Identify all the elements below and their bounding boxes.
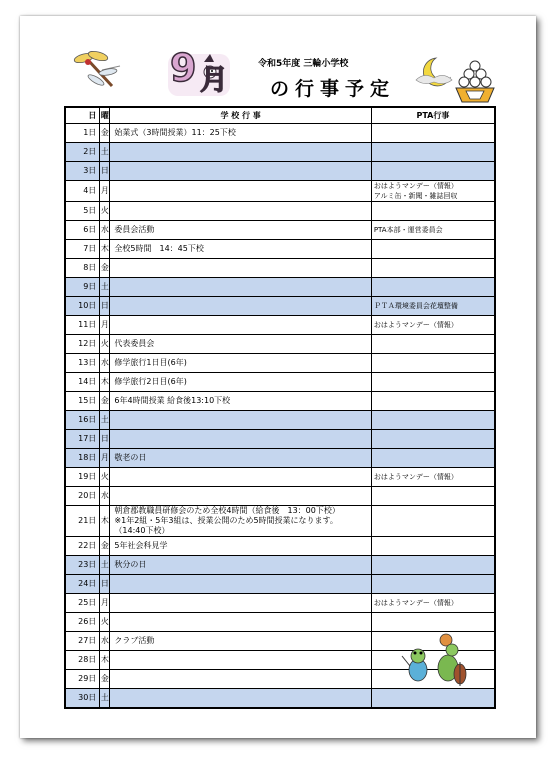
row-school-event: [110, 594, 371, 613]
row-pta-event: [371, 449, 495, 468]
row-dow: 月: [100, 181, 110, 202]
row-pta-event: ＰＴＡ環境委員会花壇整備: [371, 297, 495, 316]
page-title: の行事予定: [270, 78, 396, 100]
row-school-event: [110, 202, 371, 221]
row-pta-event: [371, 689, 495, 709]
row-pta-event: [371, 181, 495, 202]
school-event-line: ※1年2組・5年3組は、授業公開のため5時間授業になります。: [114, 516, 338, 525]
schedule-table: [64, 106, 496, 709]
row-day: 25日: [65, 594, 100, 613]
row-school-event: [110, 506, 371, 537]
row-school-event: 修学旅行2日目(6年): [110, 373, 371, 392]
table-row: [65, 240, 495, 259]
row-dow: 月: [100, 316, 110, 335]
row-day: 16日: [65, 411, 100, 430]
row-school-event: [110, 162, 371, 181]
row-day: 15日: [65, 392, 100, 411]
row-school-event: [110, 297, 371, 316]
row-school-event: 委員会活動: [110, 221, 371, 240]
row-dow: 月: [100, 449, 110, 468]
row-dow: 水: [100, 221, 110, 240]
row-day: 23日: [65, 556, 100, 575]
row-day: 18日: [65, 449, 100, 468]
row-pta-event: [371, 392, 495, 411]
col-pta: PTA行事: [371, 107, 495, 124]
table-row: [65, 468, 495, 487]
row-dow: 金: [100, 670, 110, 689]
row-day: 24日: [65, 575, 100, 594]
row-school-event: 敬老の日: [110, 449, 371, 468]
row-dow: 木: [100, 373, 110, 392]
row-dow: 日: [100, 575, 110, 594]
row-school-event: 始業式（3時間授業）11：25下校: [110, 124, 371, 143]
moon-icon: [414, 54, 454, 88]
tsukimi-dango-icon: [452, 58, 498, 104]
table-row: [65, 143, 495, 162]
row-dow: 水: [100, 487, 110, 506]
pta-event-line: おはようマンデー（情報）: [373, 182, 458, 190]
row-pta-event: [371, 373, 495, 392]
row-school-event: 秋分の日: [110, 556, 371, 575]
table-row: [65, 181, 495, 202]
row-dow: 土: [100, 278, 110, 297]
row-school-event: [110, 259, 371, 278]
row-school-event: [110, 143, 371, 162]
frog-musicians-icon: [400, 626, 470, 690]
row-dow: 水: [100, 354, 110, 373]
row-pta-event: [371, 411, 495, 430]
table-row: [65, 537, 495, 556]
table-row: [65, 335, 495, 354]
row-day: 20日: [65, 487, 100, 506]
row-day: 21日: [65, 506, 100, 537]
row-school-event: 6年4時間授業 給食後13:10下校: [110, 392, 371, 411]
row-pta-event: [371, 537, 495, 556]
row-pta-event: PTA本部・運営委員会: [371, 221, 495, 240]
row-day: 22日: [65, 537, 100, 556]
row-pta-event: [371, 335, 495, 354]
row-day: 13日: [65, 354, 100, 373]
row-dow: 金: [100, 392, 110, 411]
table-row: [65, 278, 495, 297]
row-school-event: クラブ活動: [110, 632, 371, 651]
row-pta-event: [371, 556, 495, 575]
row-dow: 日: [100, 297, 110, 316]
table-row: [65, 411, 495, 430]
row-pta-event: [371, 143, 495, 162]
row-day: 29日: [65, 670, 100, 689]
table-row: [65, 162, 495, 181]
row-day: 9日: [65, 278, 100, 297]
row-dow: 土: [100, 689, 110, 709]
row-pta-event: [371, 162, 495, 181]
row-school-event: [110, 670, 371, 689]
row-dow: 金: [100, 537, 110, 556]
row-school-event: [110, 181, 371, 202]
row-day: 7日: [65, 240, 100, 259]
table-row: [65, 430, 495, 449]
row-school-event: [110, 468, 371, 487]
table-row: [65, 689, 495, 709]
row-dow: 火: [100, 202, 110, 221]
table-row: [65, 297, 495, 316]
row-school-event: 修学旅行1日目(6年): [110, 354, 371, 373]
row-school-event: [110, 689, 371, 709]
row-day: 12日: [65, 335, 100, 354]
row-day: 17日: [65, 430, 100, 449]
row-school-event: 代表委員会: [110, 335, 371, 354]
table-row: [65, 259, 495, 278]
pta-event-line: アルミ缶・新聞・雑誌回収: [373, 192, 458, 200]
row-dow: 木: [100, 240, 110, 259]
row-dow: 土: [100, 411, 110, 430]
table-row: [65, 449, 495, 468]
table-row: [65, 221, 495, 240]
row-pta-event: おはようマンデー（情報）: [371, 468, 495, 487]
table-row: [65, 506, 495, 537]
month-suffix: 月: [200, 63, 229, 96]
row-dow: 土: [100, 143, 110, 162]
table-row: [65, 316, 495, 335]
row-pta-event: [371, 575, 495, 594]
row-pta-event: [371, 278, 495, 297]
row-day: 4日: [65, 181, 100, 202]
table-row: [65, 487, 495, 506]
row-school-event: [110, 487, 371, 506]
row-day: 28日: [65, 651, 100, 670]
table-row: [65, 124, 495, 143]
row-school-event: [110, 651, 371, 670]
dragonfly-icon: [72, 50, 124, 92]
row-day: 26日: [65, 613, 100, 632]
row-school-event: [110, 613, 371, 632]
row-dow: 木: [100, 651, 110, 670]
row-dow: 金: [100, 259, 110, 278]
school-name: 令和5年度 三輪小学校: [258, 59, 349, 69]
row-school-event: [110, 316, 371, 335]
row-school-event: 5年社会科見学: [110, 537, 371, 556]
row-pta-event: [371, 487, 495, 506]
row-day: 19日: [65, 468, 100, 487]
row-pta-event: [371, 354, 495, 373]
row-dow: 火: [100, 468, 110, 487]
row-day: 1日: [65, 124, 100, 143]
row-dow: 月: [100, 594, 110, 613]
row-pta-event: おはようマンデー（情報）: [371, 316, 495, 335]
row-pta-event: [371, 124, 495, 143]
row-pta-event: [371, 506, 495, 537]
row-school-event: [110, 278, 371, 297]
row-dow: 金: [100, 124, 110, 143]
table-header-row: [65, 107, 495, 124]
row-pta-event: [371, 240, 495, 259]
row-day: 2日: [65, 143, 100, 162]
row-day: 14日: [65, 373, 100, 392]
row-dow: 火: [100, 613, 110, 632]
row-dow: 木: [100, 506, 110, 537]
row-dow: 日: [100, 430, 110, 449]
school-event-line: （14:40下校）: [114, 526, 170, 535]
row-pta-event: [371, 430, 495, 449]
row-day: 5日: [65, 202, 100, 221]
row-pta-event: [371, 259, 495, 278]
row-dow: 火: [100, 335, 110, 354]
row-dow: 日: [100, 162, 110, 181]
row-school-event: [110, 430, 371, 449]
row-day: 3日: [65, 162, 100, 181]
table-row: [65, 373, 495, 392]
school-event-line: 朝倉郡教職員研修会のため全校4時間（給食後 13：00下校）: [114, 506, 340, 515]
row-day: 11日: [65, 316, 100, 335]
row-pta-event: [371, 202, 495, 221]
table-row: [65, 575, 495, 594]
table-row: [65, 392, 495, 411]
row-day: 6日: [65, 221, 100, 240]
col-dow: 曜: [100, 107, 110, 124]
row-day: 8日: [65, 259, 100, 278]
row-school-event: [110, 411, 371, 430]
row-pta-event: おはようマンデー（情報）: [371, 594, 495, 613]
header: [20, 16, 536, 106]
table-row: [65, 594, 495, 613]
schedule-sheet: [20, 16, 536, 738]
row-school-event: [110, 575, 371, 594]
month-number: 9: [170, 46, 196, 90]
col-school: 学 校 行 事: [110, 107, 371, 124]
table-row: [65, 556, 495, 575]
row-day: 30日: [65, 689, 100, 709]
col-day: 日: [65, 107, 100, 124]
row-dow: 土: [100, 556, 110, 575]
row-day: 10日: [65, 297, 100, 316]
table-row: [65, 354, 495, 373]
row-day: 27日: [65, 632, 100, 651]
row-dow: 水: [100, 632, 110, 651]
table-row: [65, 202, 495, 221]
row-school-event: 全校5時間 14：45下校: [110, 240, 371, 259]
